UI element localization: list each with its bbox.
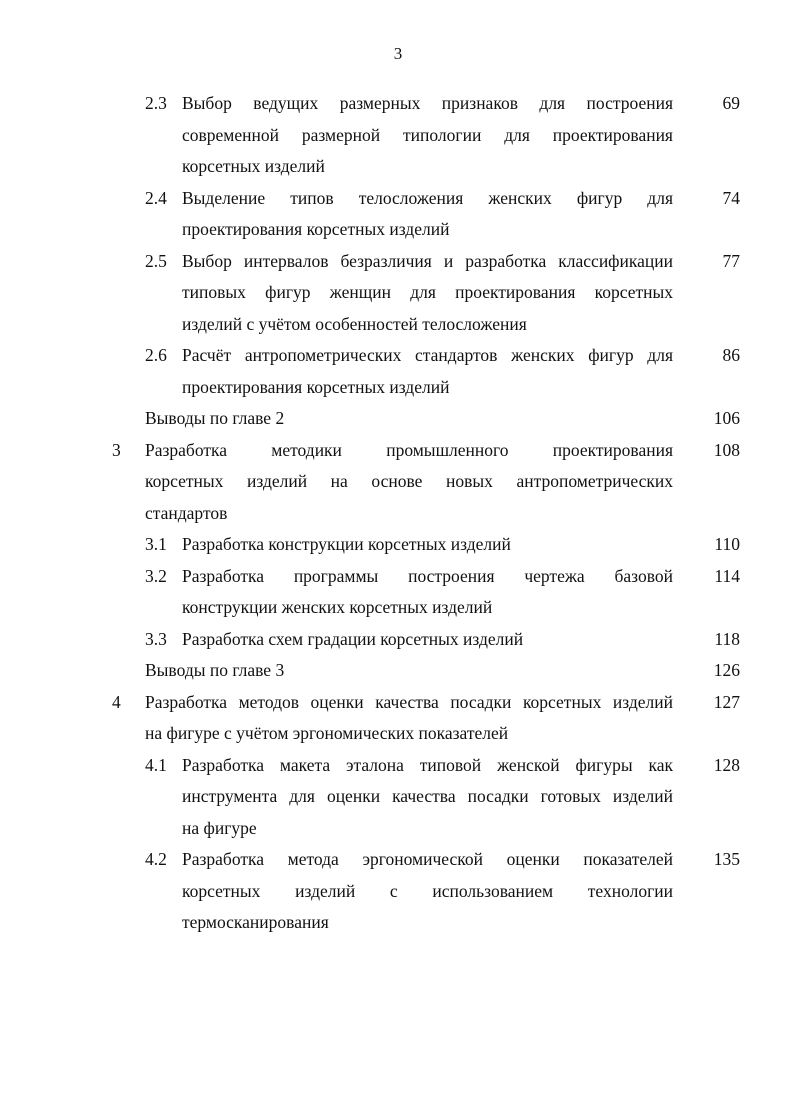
toc-entry-number: 3.2 (145, 565, 167, 586)
toc-entry-page: 114 (714, 565, 740, 586)
toc-entry (0, 435, 796, 530)
toc-entry (0, 655, 796, 687)
toc-entry-title-line: Разработка конструкции корсетных изделий (182, 534, 511, 554)
toc-entry-number: 2.6 (145, 345, 167, 365)
toc-entry-number: 3 (112, 439, 121, 460)
toc-entry-title-line: термосканирования (182, 912, 329, 932)
table-of-contents (0, 88, 796, 939)
toc-entry-page: 74 (722, 187, 740, 208)
toc-entry-title (182, 88, 673, 183)
toc-entry-title-line: современной размерной типологии для проектирования (182, 124, 673, 145)
toc-entry-number: 4 (112, 691, 121, 712)
toc-entry-title (182, 340, 673, 403)
toc-entry-title (182, 246, 673, 341)
toc-entry-title (182, 561, 673, 624)
toc-entry-title-line: Выводы по главе 3 (145, 660, 285, 680)
toc-entry-page: 135 (713, 849, 740, 869)
toc-entry-number: 2.4 (145, 187, 167, 208)
toc-entry (0, 403, 796, 435)
toc-entry-title-line: Разработка программы построения чертежа базовой (182, 565, 673, 586)
toc-entry-number: 2.5 (145, 250, 167, 271)
toc-entry-title-line: на фигуре (182, 817, 257, 838)
toc-entry-title (145, 435, 673, 530)
toc-entry-title-line: проектирования корсетных изделий (182, 219, 450, 239)
toc-entry-number: 2.3 (145, 93, 167, 113)
toc-entry-title-line: Разработка схем градации корсетных изделий (182, 628, 524, 649)
toc-entry-title-line: Выделение типов телосложения женских фигур для (182, 187, 673, 208)
toc-entry-number: 4.1 (145, 754, 167, 775)
toc-entry (0, 183, 796, 246)
toc-entry-title-line: корсетных изделий на основе новых антропометрических (145, 471, 673, 491)
toc-entry-title (182, 750, 673, 845)
toc-entry-title-line: типовых фигур женщин для проектирования корсетных (182, 282, 673, 302)
toc-entry-page: 86 (722, 345, 740, 365)
toc-entry-title (145, 687, 673, 750)
toc-entry-title-line: Разработка методов оценки качества посадки корсетных изделий (145, 691, 673, 712)
toc-entry-title-line: корсетных изделий (182, 156, 325, 176)
toc-entry-title-line: конструкции женских корсетных изделий (182, 597, 493, 617)
toc-entry-title (182, 529, 673, 561)
toc-entry (0, 844, 796, 939)
toc-entry-page: 69 (722, 93, 740, 113)
toc-entry-title (182, 624, 673, 656)
toc-entry-title (145, 403, 673, 435)
toc-entry (0, 246, 796, 341)
toc-entry-title-line: Разработка методики промышленного проектирования (145, 439, 673, 460)
toc-entry-page: 110 (714, 534, 740, 554)
toc-entry (0, 88, 796, 183)
toc-entry (0, 561, 796, 624)
toc-entry (0, 624, 796, 656)
toc-entry-title-line: инструмента для оценки качества посадки готовых изделий (182, 786, 673, 806)
toc-entry-page: 108 (713, 439, 740, 460)
toc-entry-page: 77 (722, 250, 740, 271)
toc-entry-page: 106 (713, 408, 740, 428)
toc-entry-number: 3.3 (145, 628, 167, 649)
toc-entry-title-line: Разработка макета эталона типовой женской фигуры как (182, 754, 673, 775)
toc-entry-page: 118 (714, 628, 740, 649)
toc-entry-title-line: изделий с учётом особенностей телосложения (182, 313, 527, 334)
toc-entry-title (182, 183, 673, 246)
toc-entry-title-line: на фигуре с учётом эргономических показателей (145, 723, 509, 743)
toc-entry-page: 126 (713, 660, 740, 680)
toc-entry-title-line: Выводы по главе 2 (145, 408, 285, 428)
page-number: 3 (393, 44, 403, 63)
toc-entry (0, 340, 796, 403)
toc-entry-title (182, 844, 673, 939)
toc-entry-title-line: Разработка метода эргономической оценки показателей (182, 849, 673, 869)
toc-entry-title-line: проектирования корсетных изделий (182, 376, 450, 397)
toc-entry-number: 4.2 (145, 849, 167, 869)
toc-entry-title (145, 655, 673, 687)
toc-entry-number: 3.1 (145, 534, 167, 554)
toc-entry-title-line: корсетных изделий с использованием технологии (182, 880, 673, 901)
toc-entry (0, 750, 796, 845)
toc-entry-page: 128 (713, 754, 740, 775)
toc-entry (0, 687, 796, 750)
toc-entry-title-line: Выбор ведущих размерных признаков для построения (182, 93, 673, 113)
toc-entry-title-line: стандартов (145, 502, 228, 523)
toc-entry-page: 127 (713, 691, 740, 712)
toc-entry (0, 529, 796, 561)
toc-entry-title-line: Выбор интервалов безразличия и разработка классификации (182, 250, 673, 271)
toc-entry-title-line: Расчёт антропометрических стандартов женских фигур для (182, 345, 673, 365)
